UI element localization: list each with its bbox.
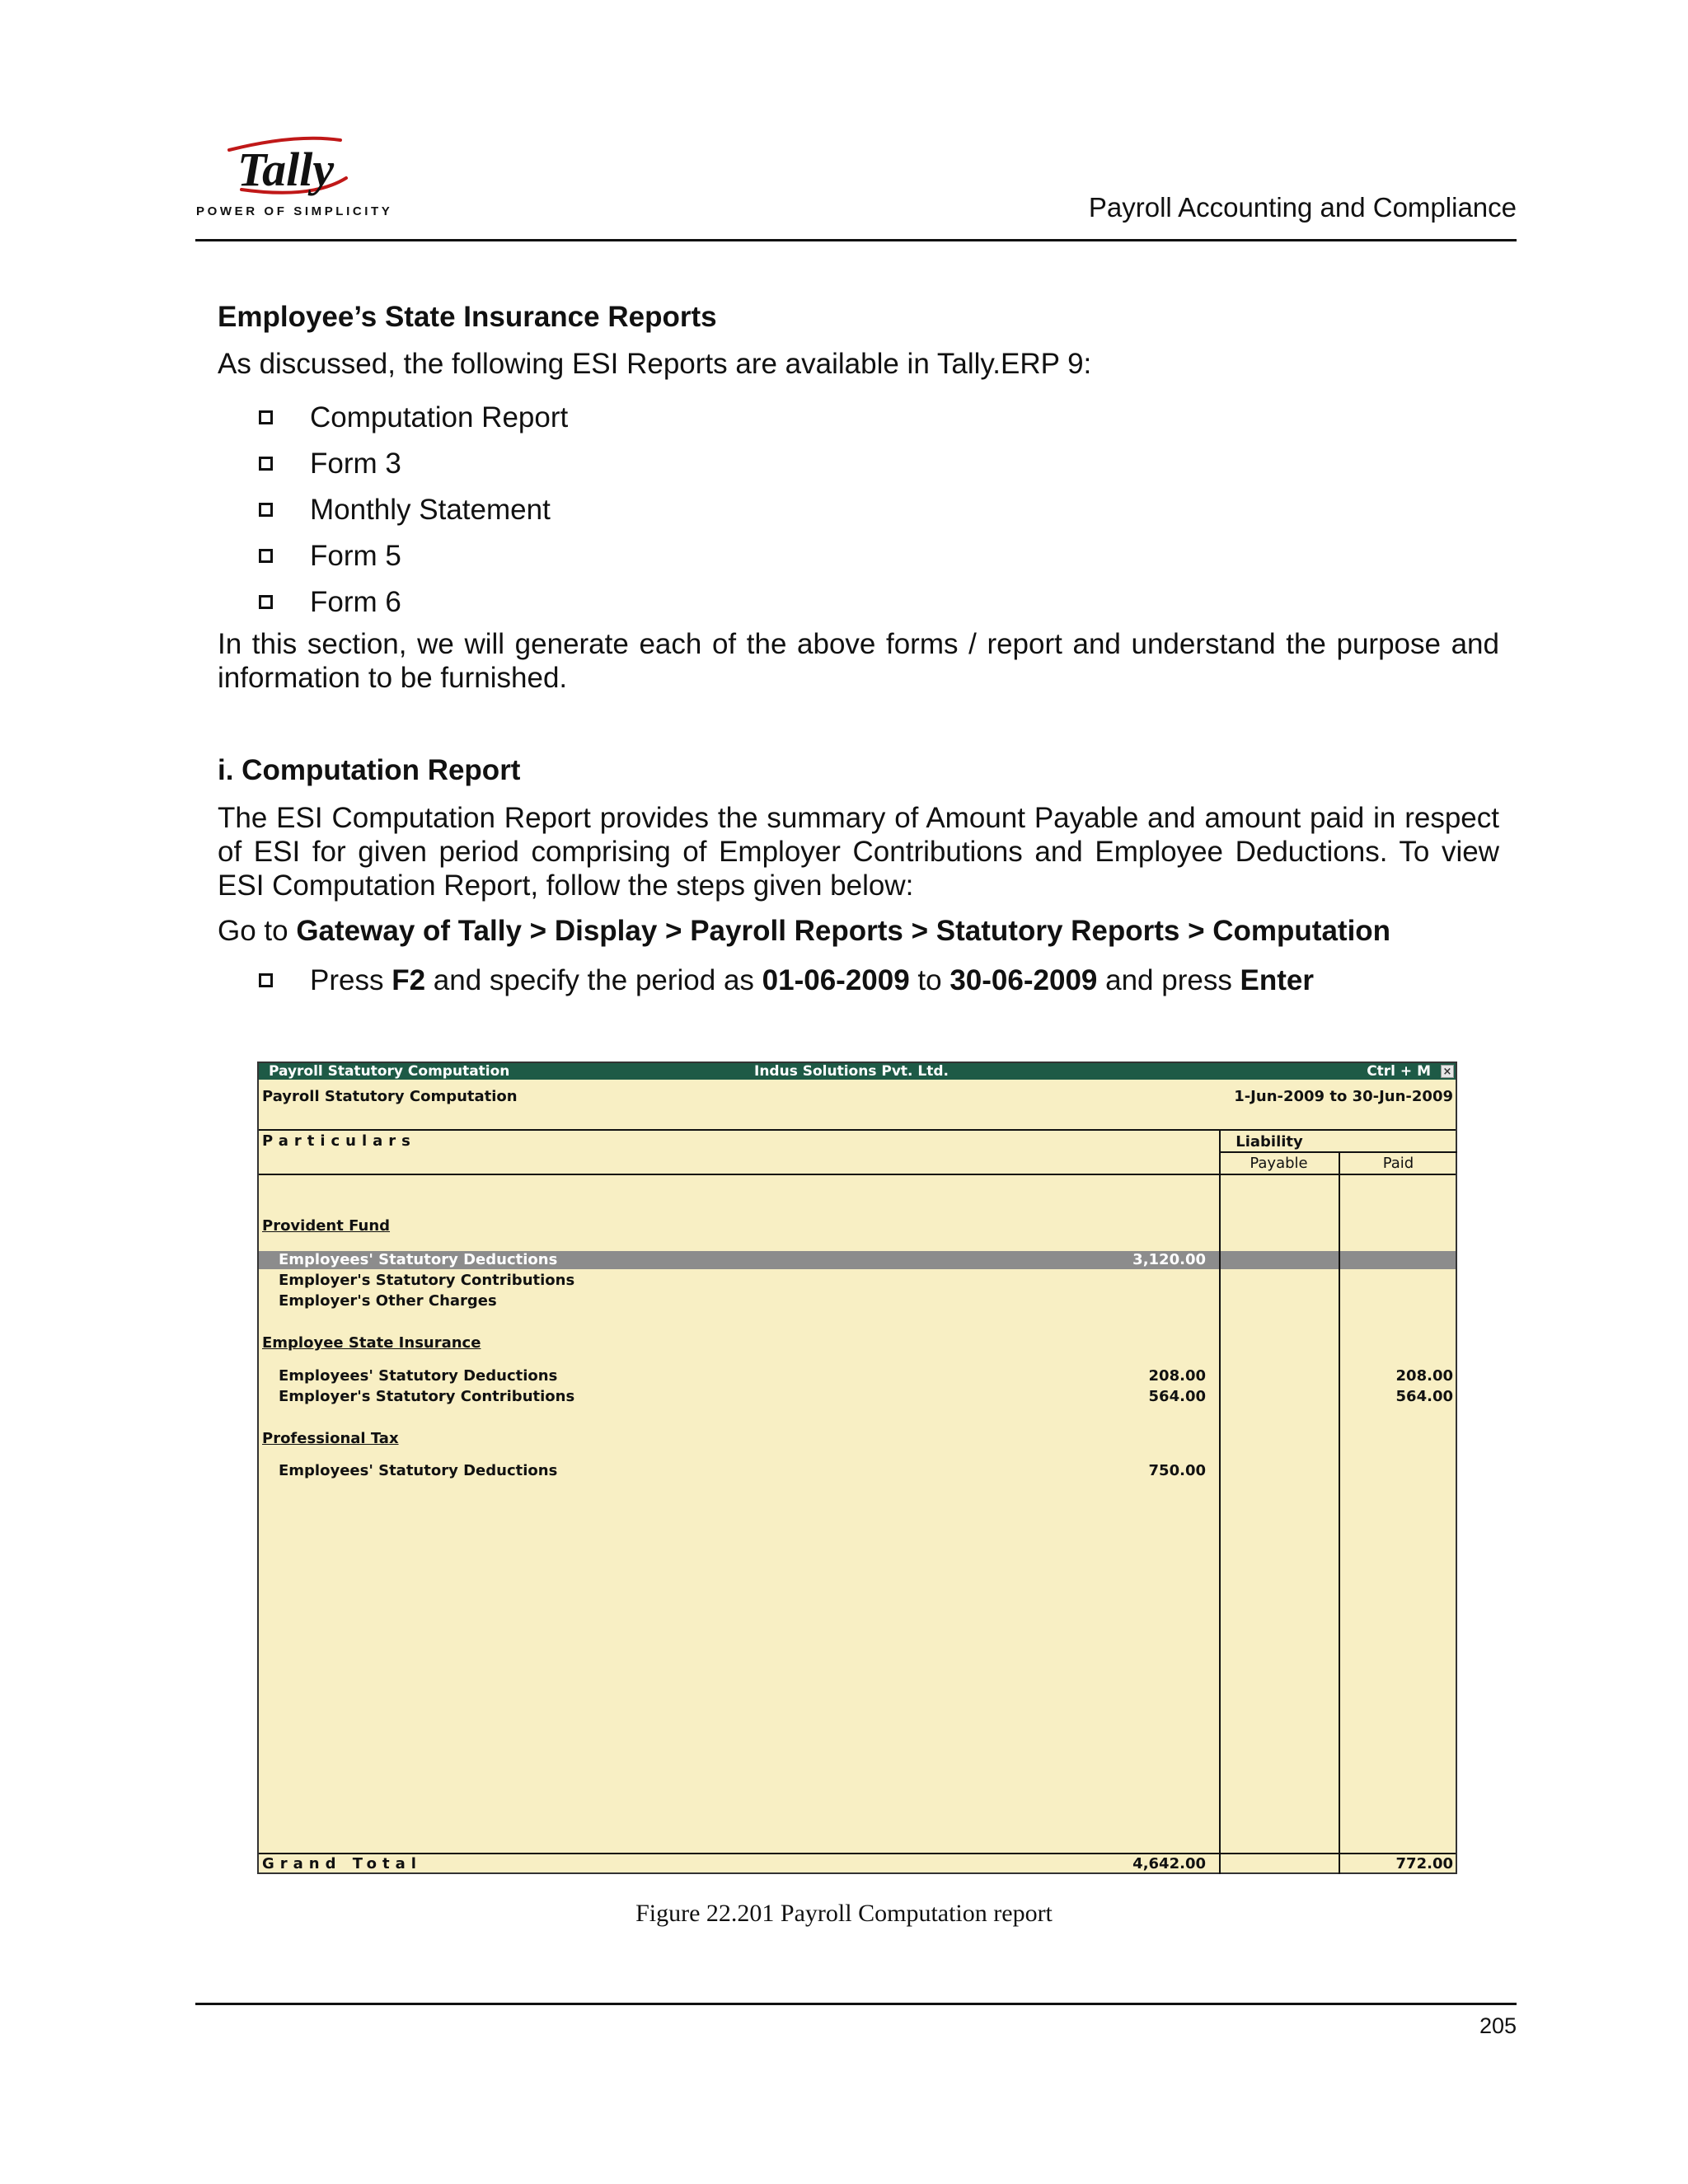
table-row-payable: 564.00 (1148, 1388, 1206, 1405)
list-item (259, 532, 568, 579)
logo-wordmark: Tally (237, 143, 335, 196)
table-row-label[interactable]: Employees' Statutory Deductions (279, 1251, 558, 1268)
step-item (259, 963, 1314, 997)
table-row-paid: 564.00 (1395, 1388, 1453, 1405)
figure-caption: Figure 22.201 Payroll Computation report (635, 1900, 1053, 1927)
header-rule (195, 239, 1517, 241)
step-text: Press F2 and specify the period as 01-06-2009 to 30-06-2009 and press Enter (310, 964, 1315, 996)
section-outro: In this section, we will generate each of the above forms / report and understand the purpose and information to be furnished. (218, 628, 1499, 694)
bullet-icon (259, 410, 273, 424)
section-heading: Employee’s State Insurance Reports (218, 301, 717, 333)
column-divider (1339, 1151, 1340, 1874)
list-item-label: Computation Report (310, 401, 569, 434)
bullet-icon (259, 503, 273, 517)
company-name: Indus Solutions Pvt. Ltd. (754, 1063, 949, 1080)
list-item-label: Form 5 (310, 539, 401, 572)
list-item (259, 486, 568, 532)
group-professional-tax[interactable]: Professional Tax (262, 1430, 399, 1447)
header-title: Payroll Accounting and Compliance (1088, 192, 1517, 223)
report-period[interactable]: 1-Jun-2009 to 30-Jun-2009 (1234, 1088, 1453, 1105)
bullet-icon (259, 457, 273, 471)
close-icon[interactable]: × (1441, 1065, 1454, 1078)
window-titlebar (259, 1063, 1456, 1080)
divider (259, 1853, 1456, 1854)
divider (259, 1174, 1456, 1175)
goto-path: Gateway of Tally > Display > Payroll Reports > Statutory Reports > Computation (296, 915, 1391, 947)
table-row-label[interactable]: Employer's Statutory Contributions (279, 1388, 575, 1405)
divider (259, 1129, 1456, 1131)
table-row-payable: 750.00 (1148, 1462, 1206, 1479)
list-item (259, 579, 568, 625)
report-list (259, 394, 568, 625)
computation-paragraph: The ESI Computation Report provides the summary of Amount Payable and amount paid in respect of ESI for given period comprising of Employer Contributions and Employee Deductions. To view ESI Computation Report, follow the steps given below: (218, 802, 1499, 902)
col-paid: Paid (1382, 1155, 1414, 1172)
table-row-label[interactable]: Employees' Statutory Deductions (279, 1462, 558, 1479)
goto-prefix: Go to (218, 915, 297, 947)
group-esi[interactable]: Employee State Insurance (262, 1334, 481, 1352)
col-payable: Payable (1250, 1155, 1308, 1172)
table-row-label[interactable]: Employer's Other Charges (279, 1292, 497, 1310)
table-row-label[interactable]: Employees' Statutory Deductions (279, 1367, 558, 1385)
col-liability: Liability (1236, 1133, 1303, 1151)
list-item-label: Monthly Statement (310, 493, 551, 526)
window-title: Payroll Statutory Computation (269, 1063, 510, 1080)
table-row-label[interactable]: Employer's Statutory Contributions (279, 1272, 575, 1289)
shortcut-label: Ctrl + M (1367, 1063, 1431, 1080)
table-row-paid: 208.00 (1395, 1367, 1453, 1385)
list-item (259, 440, 568, 486)
list-item-label: Form 3 (310, 447, 401, 480)
column-divider (1219, 1129, 1221, 1874)
page-number: 205 (1479, 2013, 1517, 2038)
grand-total-paid: 772.00 (1395, 1855, 1453, 1872)
bullet-icon (259, 595, 273, 609)
table-row-payable: 208.00 (1148, 1367, 1206, 1385)
grand-total-payable: 4,642.00 (1132, 1855, 1206, 1872)
group-provident-fund[interactable]: Provident Fund (262, 1217, 391, 1235)
table-row-payable: 3,120.00 (1132, 1251, 1206, 1268)
footer-rule (195, 2003, 1517, 2005)
grand-total-label: Grand Total (262, 1855, 422, 1872)
bullet-icon (259, 973, 273, 987)
computation-heading: i. Computation Report (218, 754, 521, 786)
logo-tagline: POWER OF SIMPLICITY (196, 204, 393, 218)
report-title: Payroll Statutory Computation (262, 1088, 518, 1105)
list-item (259, 394, 568, 440)
goto-instruction (218, 914, 1390, 948)
col-particulars: Particulars (262, 1132, 416, 1150)
section-intro: As discussed, the following ESI Reports are available in Tally.ERP 9: (218, 348, 1092, 380)
list-item-label: Form 6 (310, 585, 401, 618)
bullet-icon (259, 549, 273, 563)
report-window (257, 1062, 1457, 1874)
